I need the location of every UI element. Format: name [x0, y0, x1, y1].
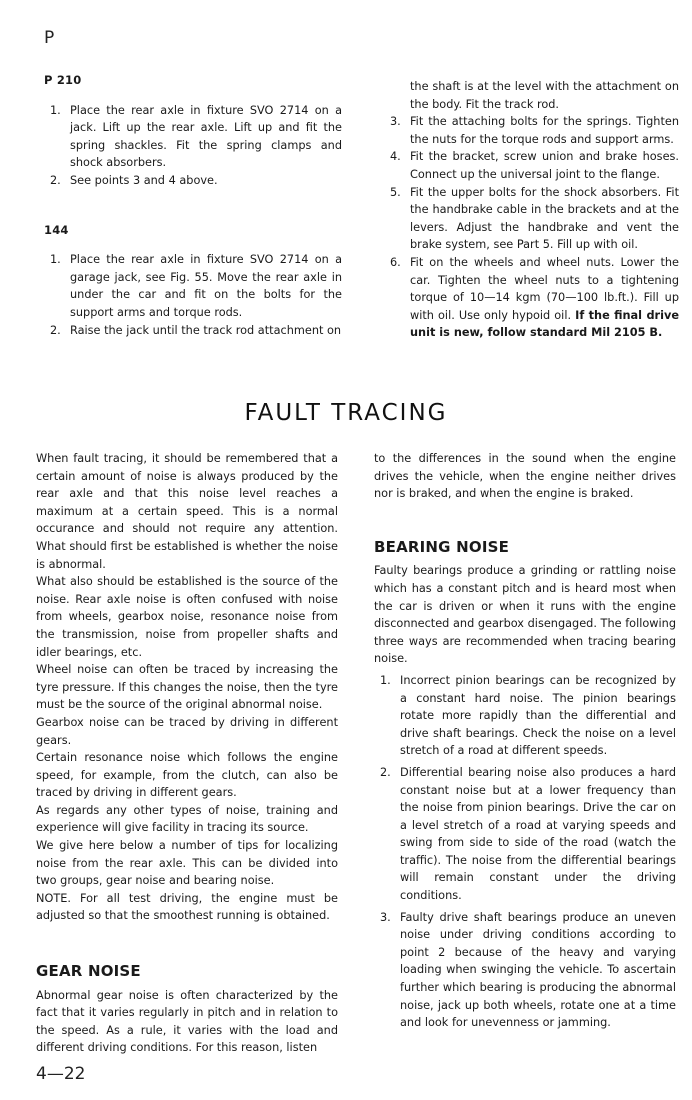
gear-noise-paragraph-continued: to the differences in the sound when the engine drives the vehicle, when the engine neither drives nor is braked, and when the engine is braked. — [374, 452, 676, 501]
paragraph: Wheel noise can often be traced by increasing the tyre pressure. If this changes the noise, then the tyre must be the source of the original abnormal noise. — [36, 663, 338, 712]
paragraph: When fault tracing, it should be remembered that a certain amount of noise is always produced by the rear axle and that this noise level reaches a maximum at a certain speed. This is a normal occurance and should not require any attention. What should first be established is whether the noise is abnormal. — [36, 452, 338, 571]
bearing-noise-heading: BEARING NOISE — [374, 537, 510, 556]
m144-steps — [44, 251, 342, 339]
bearing-noise-intro: Faulty bearings produce a grinding or rattling noise which has a constant pitch and is heard most when the car is driven or when it runs with the engine disconnected and gearbox disengaged. The following three ways are recommended when tracing bearing noise. — [374, 564, 676, 666]
m144-heading: 144 — [44, 222, 69, 237]
bearing-noise-steps — [374, 672, 676, 1032]
paragraph: Certain resonance noise which follows the engine speed, for example, from the clutch, can also be traced by driving in different gears. — [36, 751, 338, 800]
top-right-column — [384, 78, 679, 342]
list-item: 5. Fit the upper bolts for the shock absorbers. Fit the handbrake cable in the brackets and at the levers. Adjust the handbrake and vent the brake system, see Part 5. Fill up with oil. — [390, 185, 679, 252]
paragraph: We give here below a number of tips for localizing noise from the rear axle. This can be divided into two groups, gear noise and bearing noise. — [36, 839, 338, 888]
list-item-continued: the shaft is at the level with the attachment on the body. Fit the track rod. — [410, 80, 679, 111]
m144-steps-continued — [384, 78, 679, 342]
list-item: 2. See points 3 and 4 above. — [50, 173, 218, 187]
p210-heading: P 210 — [44, 73, 82, 87]
gear-noise-paragraph: Abnormal gear noise is often characterized by the fact that it varies regularly in pitch and in relation to the speed. As a rule, it varies with the load and different driving conditions. For this reason, listen — [36, 988, 338, 1055]
list-item: 3. Fit the attaching bolts for the springs. Tighten the nuts for the torque rods and support arms. — [390, 115, 679, 146]
bottom-right-column — [374, 450, 676, 1032]
bold-note: If the final drive unit is new, follow standard Mil 2105 B. — [410, 308, 679, 340]
gear-noise-heading: GEAR NOISE — [36, 962, 141, 981]
p210-steps — [44, 102, 342, 190]
list-item: 3. Faulty drive shaft bearings produce an uneven noise under driving conditions according to point 2 because of the heavy and varying loading when swinging the vehicle. To ascertain further which bearing is producing the abnormal noise, jack up both wheels, rotate one at a time and look for unevenness or jamming. — [380, 910, 676, 1030]
list-item: 1. Place the rear axle in fixture SVO 2714 on a jack. Lift up the rear axle. Lift up and fit the spring shackles. Fit the spring clamps and shock absorbers. — [50, 103, 342, 170]
list-item: 2. Differential bearing noise also produces a hard constant noise but at a lower frequency than the noise from pinion bearings. Drive the car on a level stretch of a road at varying speeds and swing from side to side of the road (watch the traffic). The noise from the differential bearings will remain constant under the driving conditions. — [380, 765, 676, 903]
list-item: 2. Raise the jack until the track rod attachment on — [50, 323, 342, 337]
list-item: 1. Incorrect pinion bearings can be recognized by a constant hard noise. The pinion bearings rotate more rapidly than the differential and drive shaft bearings. Check the noise on a level stretch of a road at different speeds. — [380, 673, 676, 758]
bottom-left-column — [36, 450, 338, 1057]
paragraph: Gearbox noise can be traced by driving in different gears. — [36, 715, 338, 747]
page-number: 4—22 — [36, 1064, 86, 1084]
paragraph: As regards any other types of noise, training and experience will give facility in tracing its source. — [36, 803, 338, 835]
list-item: 6. Fit on the wheels and wheel nuts. Lower the car. Tighten the wheel nuts to a tightening torque of 10—14 kgm (70—100 lb.ft.). Fill up with oil. Use only hypoid oil. If the final drive unit is new, follow standard Mil 2105 B. — [390, 255, 679, 340]
section-letter: P — [44, 28, 55, 48]
paragraph: What also should be established is the source of the noise. Rear axle noise is often confused with noise from wheels, gearbox noise, resonance noise from the transmission, noise from propeller shafts and idler bearings, etc. — [36, 575, 338, 659]
list-item: 1. Place the rear axle in fixture SVO 2714 on a garage jack, see Fig. 55. Move the rear axle in under the car and fit on the bolts for the support arms and torque rods. — [50, 253, 342, 319]
list-item: 4. Fit the bracket, screw union and brake hoses. Connect up the universal joint to the flange. — [390, 150, 679, 181]
page-title: FAULT TRACING — [244, 400, 448, 426]
note-paragraph: NOTE. For all test driving, the engine must be adjusted so that the smoothest running is obtained. — [36, 891, 338, 923]
top-left-column — [44, 72, 342, 339]
